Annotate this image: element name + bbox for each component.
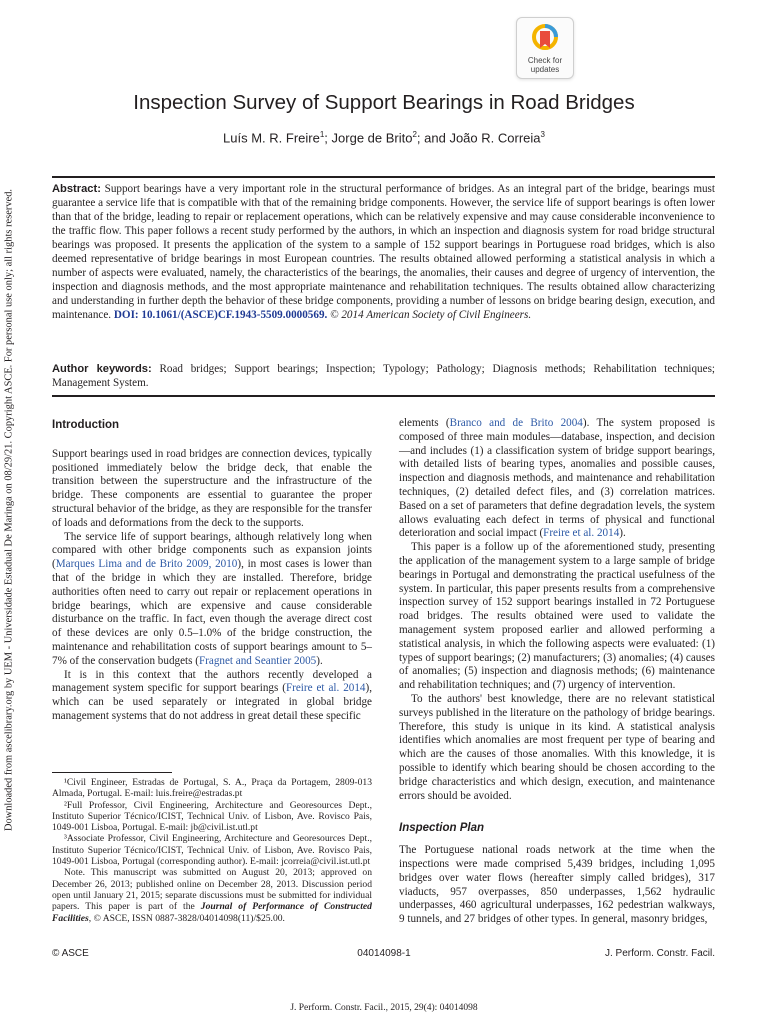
footnote-1: ¹Civil Engineer, Estradas de Portugal, S. A., Praça da Portagem, 2809-013 Almada, Portugal. E-mail: luis.freire@estradas.pt <box>52 777 372 800</box>
badge-label: Check for updates <box>527 56 563 74</box>
introduction-heading: Introduction <box>52 419 120 431</box>
right-paragraph-3: To the authors' best knowledge, there are no relevant statistical surveys published in the literature on the pathology of bridge bearings. Therefore, this study is unique in its kind. A statistical analysis identifies which anomalies are most frequent per type of bearing and which are the causes of those anomalies. With this knowledge, it is possible to identify which bearing should be chosen according to the bridge characteristics and which design, execution, and maintenance errors should be avoided. <box>399 692 715 802</box>
left-column <box>52 419 372 724</box>
ref-branco[interactable]: Branco and de Brito 2004 <box>449 417 583 429</box>
author-keywords: Author keywords: Road bridges; Support bearings; Inspection; Typology; Pathology; Diagnosis methods; Rehabilitation techniques; Management System. <box>52 363 715 389</box>
footnote-rule <box>52 772 172 773</box>
intro-paragraph-3: It is in this context that the authors recently developed a management system specific for support bearings (Freire et al. 2014), which can be used separately or integrated in global bridge management systems that do not address in great detail these specific <box>52 668 372 722</box>
footnote-3: ³Associate Professor, Civil Engineering, Architecture and Georesources Dept., Instituto Superior Técnico/ICIST, Technical Univ. of Lisbon, Ave. Rovisco Pais, 1049-001 Lisboa, Portugal (corresponding author). E-mail: jcorreia@civil.ist.utl.pt <box>52 833 372 868</box>
intro-paragraph-1: Support bearings used in road bridges are connection devices, typically positioned immediately below the bridge deck, that enable the transition between the superstructure and the infrastructure of the bridge. These components are essential to guarantee the proper structural behavior of the bridge, as they are responsible for the transfer of loads and deformations from the deck to the supports. <box>52 447 372 529</box>
manuscript-note: Note. This manuscript was submitted on August 20, 2013; approved on December 26, 2013; published online on December 28, 2013. Discussion period open until January 21, 2015; separate discussions must be submitted for individual papers. This paper is part of the Journal of Performance of Constructed Facilities, © ASCE, ISSN 0887-3828/04014098(11)/$25.00. <box>52 867 372 924</box>
right-paragraph-2: This paper is a follow up of the aforementioned study, presenting the application of the management system to a large sample of bridge bearings in Portugal and demonstrating the practical usefulness of the system. In particular, this paper presents results from a comprehensive inspection survey of 152 support bearings installed in 72 Portuguese road bridges. The results obtained were used to validate the management system proposed earlier and allowed performing a statistical analysis, in which the following aspects were evaluated: (1) types of support bearings; (2) manufacturers; (3) anomalies; (4) causes of anomalies; (5) inspection and diagnosis methods; (6) maintenance and rehabilitation techniques; and (7) urgency of intervention. <box>399 541 715 692</box>
ref-marques-lima[interactable]: Marques Lima and de Brito 2009, 2010 <box>55 558 238 571</box>
author-list: Luís M. R. Freire$^1$; Jorge de Brito$^2$; and João R. Correia$^3$ <box>223 130 545 146</box>
right-paragraph-1: elements (Branco and de Brito 2004). The system proposed is composed of three main modules—database, inspection, and decision—and includes (1) a classification system of bridge support bearings, with detailed lists of bearing types, anomalies and possible causes, inspection and diagnosis methods, and maintenance and rehabilitation techniques, (2) detailed defect files, and (3) correlation matrices. Based on a set of parameters that define degradation levels, the system allows evaluating each defect in terms of physical and functional deterioration and social impact (Freire et al. 2014). <box>399 417 715 540</box>
paper-title: Inspection Survey of Support Bearings in Road Bridges <box>133 91 635 114</box>
check-for-updates-badge[interactable] <box>516 17 574 79</box>
right-paragraph-4: The Portuguese national roads network at the time when the inspections were made comprised 5,439 bridges, including 1,095 bridges over water flows (hereafter simply called bridges), 317 viaducts, 957 overpasses, 850 underpasses, 1,562 hydraulic underpasses, 460 agricultural underpasses, 162 pedestrian walkways, 9 tunnels, and 27 bridges of other types. In general, masonry bridges, <box>399 844 715 926</box>
check-updates-icon <box>531 24 559 54</box>
ref-freire-2014[interactable]: Freire et al. 2014 <box>285 682 366 695</box>
download-notice: Downloaded from ascelibrary.org by UEM - Universidade Estadual De Maringa on 08/29/21. Copyright ASCE. For personal use only; all rights reserved. <box>3 188 15 832</box>
ref-freire-2014-b[interactable]: Freire et al. 2014 <box>543 527 620 540</box>
footer-copyright: © ASCE <box>52 948 89 959</box>
abstract: Abstract: Support bearings have a very important role in the structural performance of bridges. As an integral part of the bridge, bearings must guarantee a service life that is compatible with that of the remaining bridge components. However, the service life of support bearings is often lower than that of the bridge, leading to repair or replacement operations, which can be relatively expensive and may cause considerable inconvenience to the traffic flow. This paper follows a recent study performed by the authors, in which an inspection and diagnosis system for road bridge structural bearings was proposed. It presents the application of the system to a sample of 152 support bearings in Portuguese road bridges, which is also deemed representative of bridge bearings in most European countries. The results obtained allowed performing a statistical analysis in which a number of aspects were evaluated, namely, the characteristics of the bearings, the anomalies, their causes and degree of urgency of intervention, the inspection and diagnosis methods, and the most appropriate maintenance and rehabilitation techniques. The results obtained allow characterizing and understanding in further depth the behavior of these bridge components, providing a number of lessons on bridge bearing design, execution, and maintenance. DOI: 10.1061/(ASCE)CF.1943-5509.0000569. © 2014 American Society of Civil Engineers. <box>52 183 715 321</box>
footer-page-id: 04014098-1 <box>357 948 411 959</box>
intro-paragraph-2: The service life of support bearings, although relatively long when compared with other bridge components such as expansion joints (Marques Lima and de Brito 2009, 2010), in most cases is lower than that of the bridge in which they are installed. Therefore, bridge authorities often need to carry out repair or replacement operations in bridge bearings, which are expensive and cause considerable disturbance on the traffic. In fact, even though the average direct cost of these devices are only 0.5–1.0% of the bridge construction, the maintenance and rehabilitation costs of support bearings amount to 5–7% of the conservation budgets (Fragnet and Seantier 2005). <box>52 530 372 667</box>
footer-journal: J. Perform. Constr. Facil. <box>604 948 715 959</box>
citation-line: J. Perform. Constr. Facil., 2015, 29(4): 04014098 <box>290 1003 478 1013</box>
right-column <box>399 417 715 927</box>
doi-link[interactable]: DOI: 10.1061/(ASCE)CF.1943-5509.0000569. <box>113 309 328 321</box>
ref-fragnet[interactable]: Fragnet and Seantier 2005 <box>198 654 317 667</box>
footnotes <box>52 777 372 924</box>
top-rule <box>52 176 715 178</box>
keywords-rule <box>52 395 715 397</box>
footnote-2: ²Full Professor, Civil Engineering, Architecture and Georesources Dept., Instituto Superior Técnico/ICIST, Technical Univ. of Lisbon, Ave. Rovisco Pais, 1049-001 Lisboa, Portugal. E-mail: jb@civil.ist.utl.pt <box>52 799 372 834</box>
inspection-plan-heading: Inspection Plan <box>399 822 484 835</box>
